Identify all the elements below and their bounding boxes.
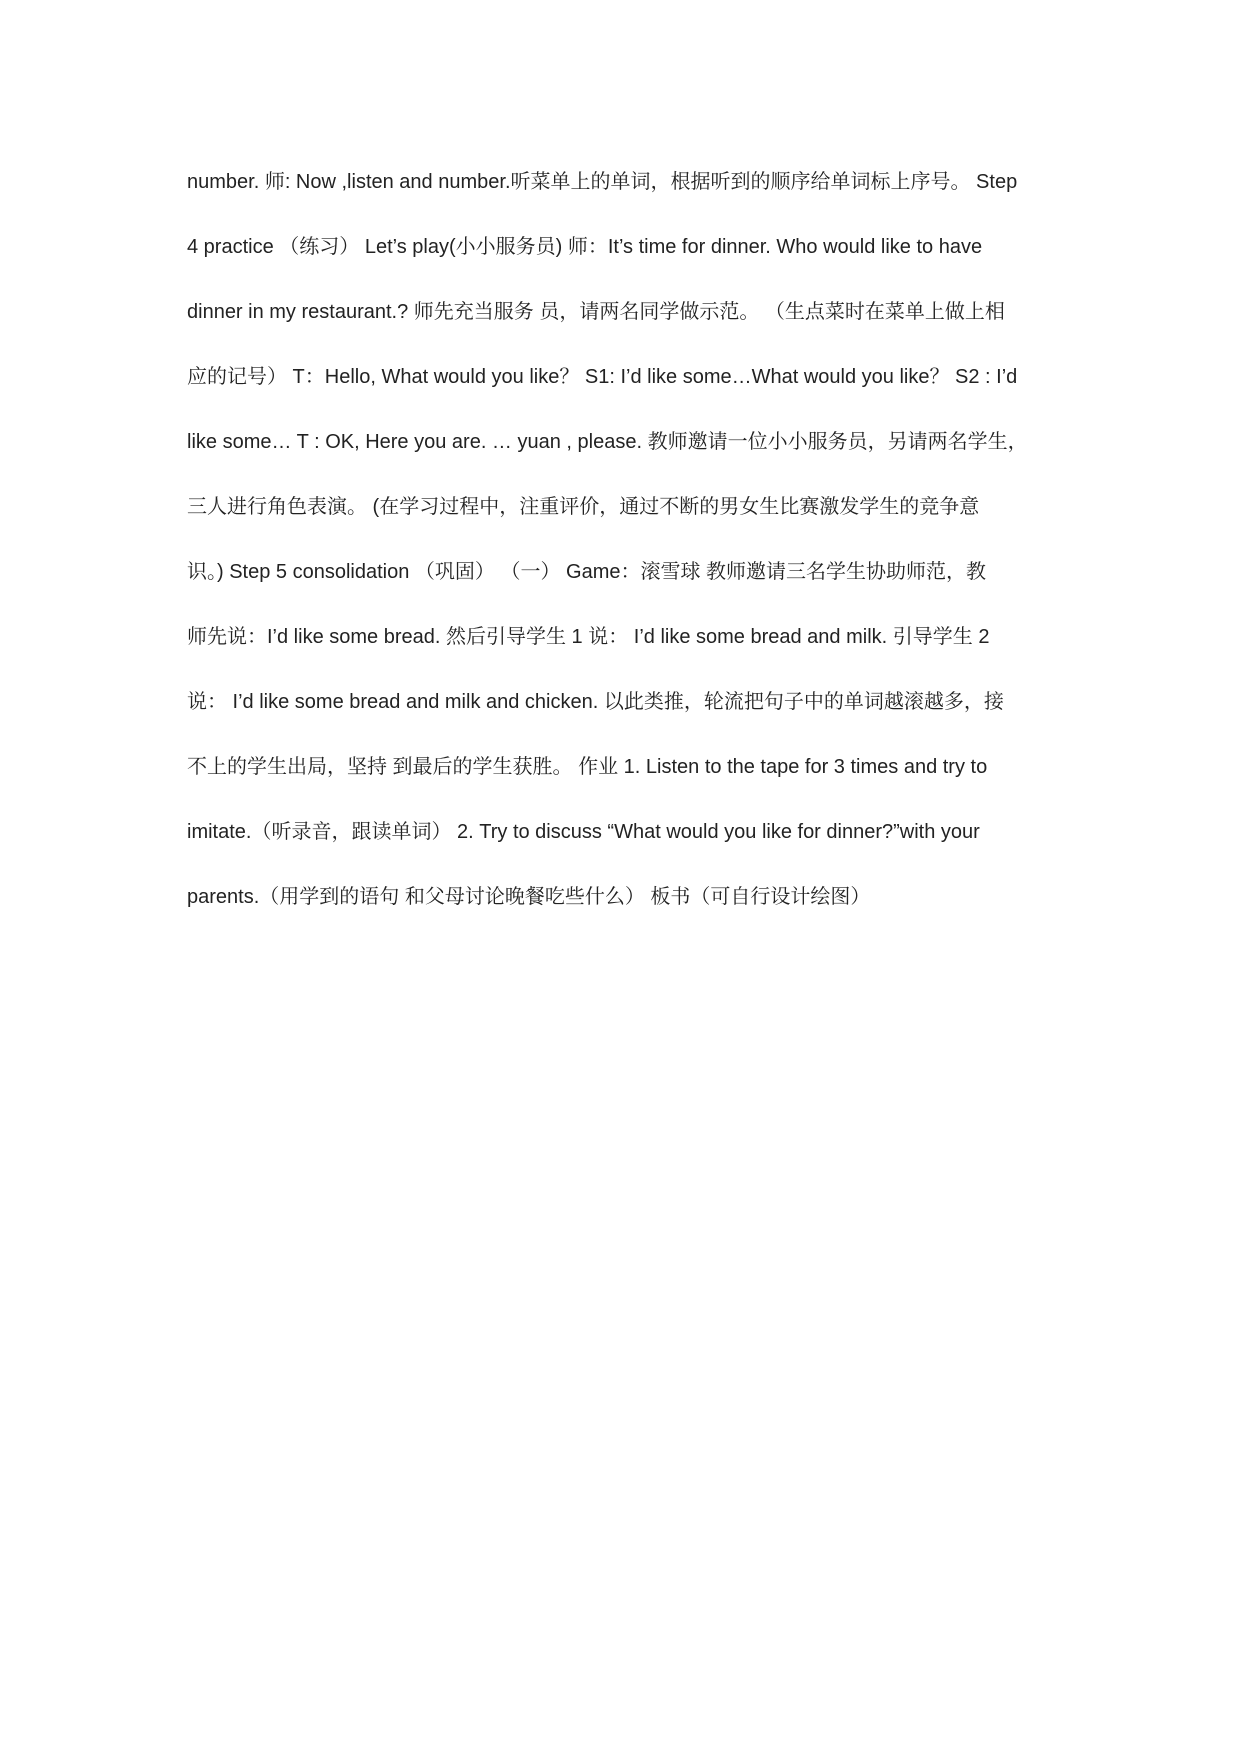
text-line-10: 不上的学生出局，坚持 到最后的学生获胜。 作业 1. Listen to the tape for 3 times and try to bbox=[187, 756, 988, 778]
text-line-4: 应的记号） T：Hello, What would you like？ S1: I’d like some…What would you like？ S2 : I’d bbox=[187, 366, 1018, 388]
text-line-6: 三人进行角色表演。 (在学习过程中，注重评价，通过不断的男女生比赛激发学生的竞争意 bbox=[187, 496, 980, 518]
lesson-plan-text bbox=[187, 160, 1067, 940]
text-line-2: 4 practice （练习） Let’s play(小小服务员) 师：It’s time for dinner. Who would like to have bbox=[187, 236, 983, 258]
text-line-8: 师先说：I’d like some bread. 然后引导学生 1 说： I’d like some bread and milk. 引导学生 2 bbox=[187, 626, 990, 648]
text-line-3: dinner in my restaurant.? 师先充当服务 员，请两名同学做示范。 （生点菜时在菜单上做上相 bbox=[187, 301, 1005, 323]
text-line-11: imitate.（听录音，跟读单词） 2. Try to discuss “What would you like for dinner?”with your bbox=[187, 821, 980, 843]
text-line-12: parents.（用学到的语句 和父母讨论晚餐吃些什么） 板书（可自行设计绘图） bbox=[187, 886, 871, 908]
text-line-9: 说： I’d like some bread and milk and chicken. 以此类推，轮流把句子中的单词越滚越多，接 bbox=[187, 691, 1004, 713]
text-line-1: number. 师: Now ,listen and number.听菜单上的单词，根据听到的顺序给单词标上序号。 Step bbox=[187, 171, 1018, 193]
text-line-7: 识。) Step 5 consolidation （巩固） （一） Game：滚雪球 教师邀请三名学生协助师范，教 bbox=[187, 561, 987, 583]
text-line-5: like some… T : OK, Here you are. … yuan , please. 教师邀请一位小小服务员，另请两名学生， bbox=[187, 431, 1028, 453]
